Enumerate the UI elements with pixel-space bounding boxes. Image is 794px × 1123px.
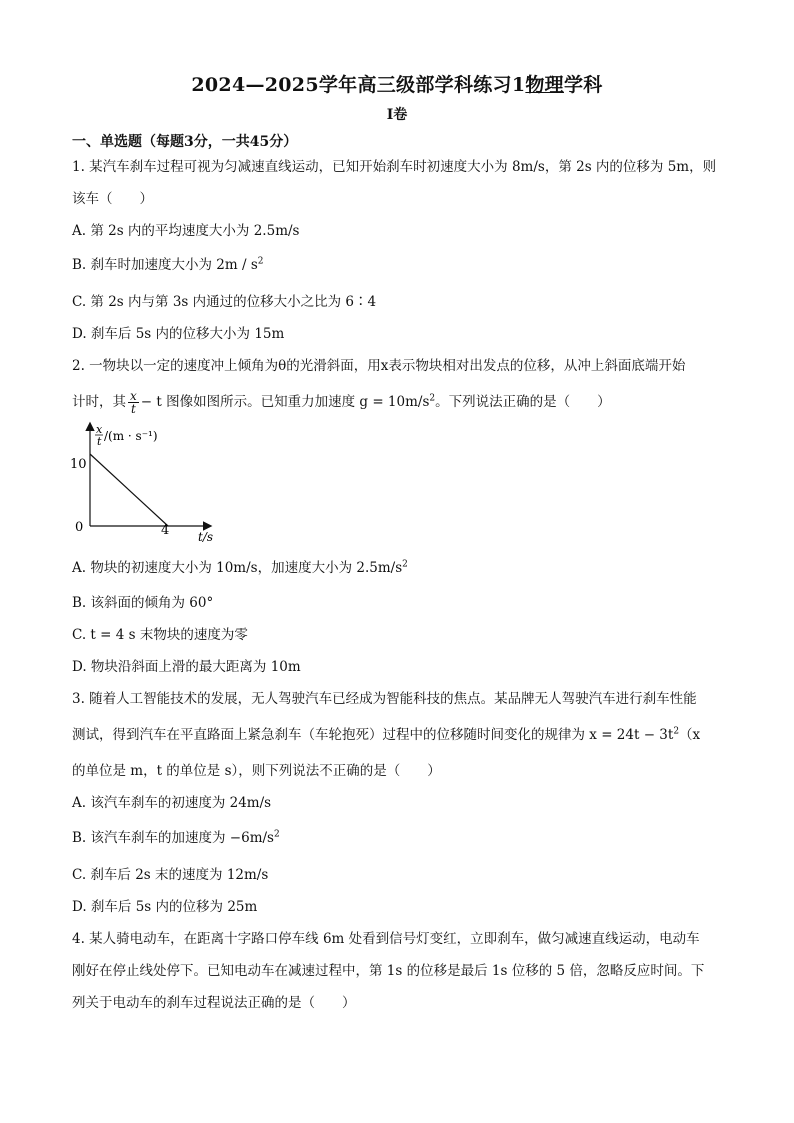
q1-stem-line1: 1. 某汽车刹车过程可视为匀减速直线运动，已知开始刹车时初速度大小为 8m/s，第 2s 内的位移为 5m，则 <box>72 159 717 175</box>
q4-stem-line1: 4. 某人骑电动车，在距离十字路口停车线 6m 处看到信号灯变红，立即刹车，做匀减速直线运动，电动车 <box>72 931 700 947</box>
y-axis-label-unit: /(m · s⁻¹) <box>104 429 158 443</box>
q2-option-b: B. 该斜面的倾角为 60° <box>72 595 214 611</box>
q1-option-d: D. 刹车后 5s 内的位移大小为 15m <box>72 326 285 342</box>
q1-option-c: C. 第 2s 内与第 3s 内通过的位移大小之比为 6∶4 <box>72 294 377 310</box>
x-axis-label: t/s <box>198 530 214 544</box>
q2-option-c: C. t = 4 s 末物块的速度为零 <box>72 627 248 643</box>
origin-label: 0 <box>75 520 84 535</box>
q3-option-c: C. 刹车后 2s 末的速度为 12m/s <box>72 867 269 883</box>
q3-option-d: D. 刹车后 5s 内的位移为 25m <box>72 899 258 915</box>
page-title <box>0 70 794 97</box>
title-end: 学科 <box>563 74 603 96</box>
title-subject: 物理 <box>525 74 564 96</box>
section-heading: 一、单选题（每题3分，一共45分） <box>72 134 298 150</box>
q1-option-b: B. 刹车时加速度大小为 $2m / s^2$ <box>72 256 264 273</box>
data-line <box>90 454 168 526</box>
q3-option-a: A. 该汽车刹车的初速度为 24m/s <box>72 795 272 811</box>
q2-option-d: D. 物块沿斜面上滑的最大距离为 10m <box>72 659 301 675</box>
q3-stem-line2: 测试，得到汽车在平直路面上紧急刹车（车轮抱死）过程中的位移随时间变化的规律为 $x = 24t - 3t^2(x$ <box>72 726 701 743</box>
y-axis-label-num: x <box>96 423 103 436</box>
volume-label: I卷 <box>386 107 408 123</box>
q1-option-a: A. 第 2s 内的平均速度大小为 2.5m/s <box>72 223 300 239</box>
q3-stem-line3: 的单位是 m，t 的单位是 s），则下列说法不正确的是（ ） <box>72 763 441 779</box>
q4-stem-line2: 刚好在停止线处停下。已知电动车在减速过程中，第 1s 的位移是最后 1s 位移的 5 倍，忽略反应时间。下 <box>72 963 705 979</box>
y-axis-label-den: t <box>97 435 102 448</box>
q3-stem-line1: 3. 随着人工智能技术的发展，无人驾驶汽车已经成为智能科技的焦点。某品牌无人驾驶汽车进行刹车性能 <box>72 691 697 707</box>
q1-stem-line2: 该车（ ） <box>72 191 153 207</box>
q2-option-a: A. 物块的初速度大小为 10m/s，加速度大小为 $2.5m/s^2$ <box>72 559 408 576</box>
q2-stem-line1: 2. 一物块以一定的速度冲上倾角为θ的光滑斜面，用x表示物块相对出发点的位移，从冲上斜面底端开始 <box>72 358 686 374</box>
q2-fraction: $\frac{x}{t}$ <box>130 389 137 416</box>
y-tick-label: 10 <box>70 457 87 472</box>
title-main: 2024—2025学年高三级部学科练习1 <box>191 74 526 96</box>
q4-stem-line3: 列关于电动车的刹车过程说法正确的是（ ） <box>72 995 356 1011</box>
q3-option-b: B. 该汽车刹车的加速度为 $-6m/s^2$ <box>72 829 280 846</box>
x-tick-label: 4 <box>161 523 170 538</box>
q2-stem-line2: 计时，其 $\frac{x}{t}$ − t 图像如图所示。已知重力加速度 $g = 10m/s^2$。下列说法正确的是（ ） <box>72 389 611 416</box>
q2-graph <box>60 420 230 550</box>
